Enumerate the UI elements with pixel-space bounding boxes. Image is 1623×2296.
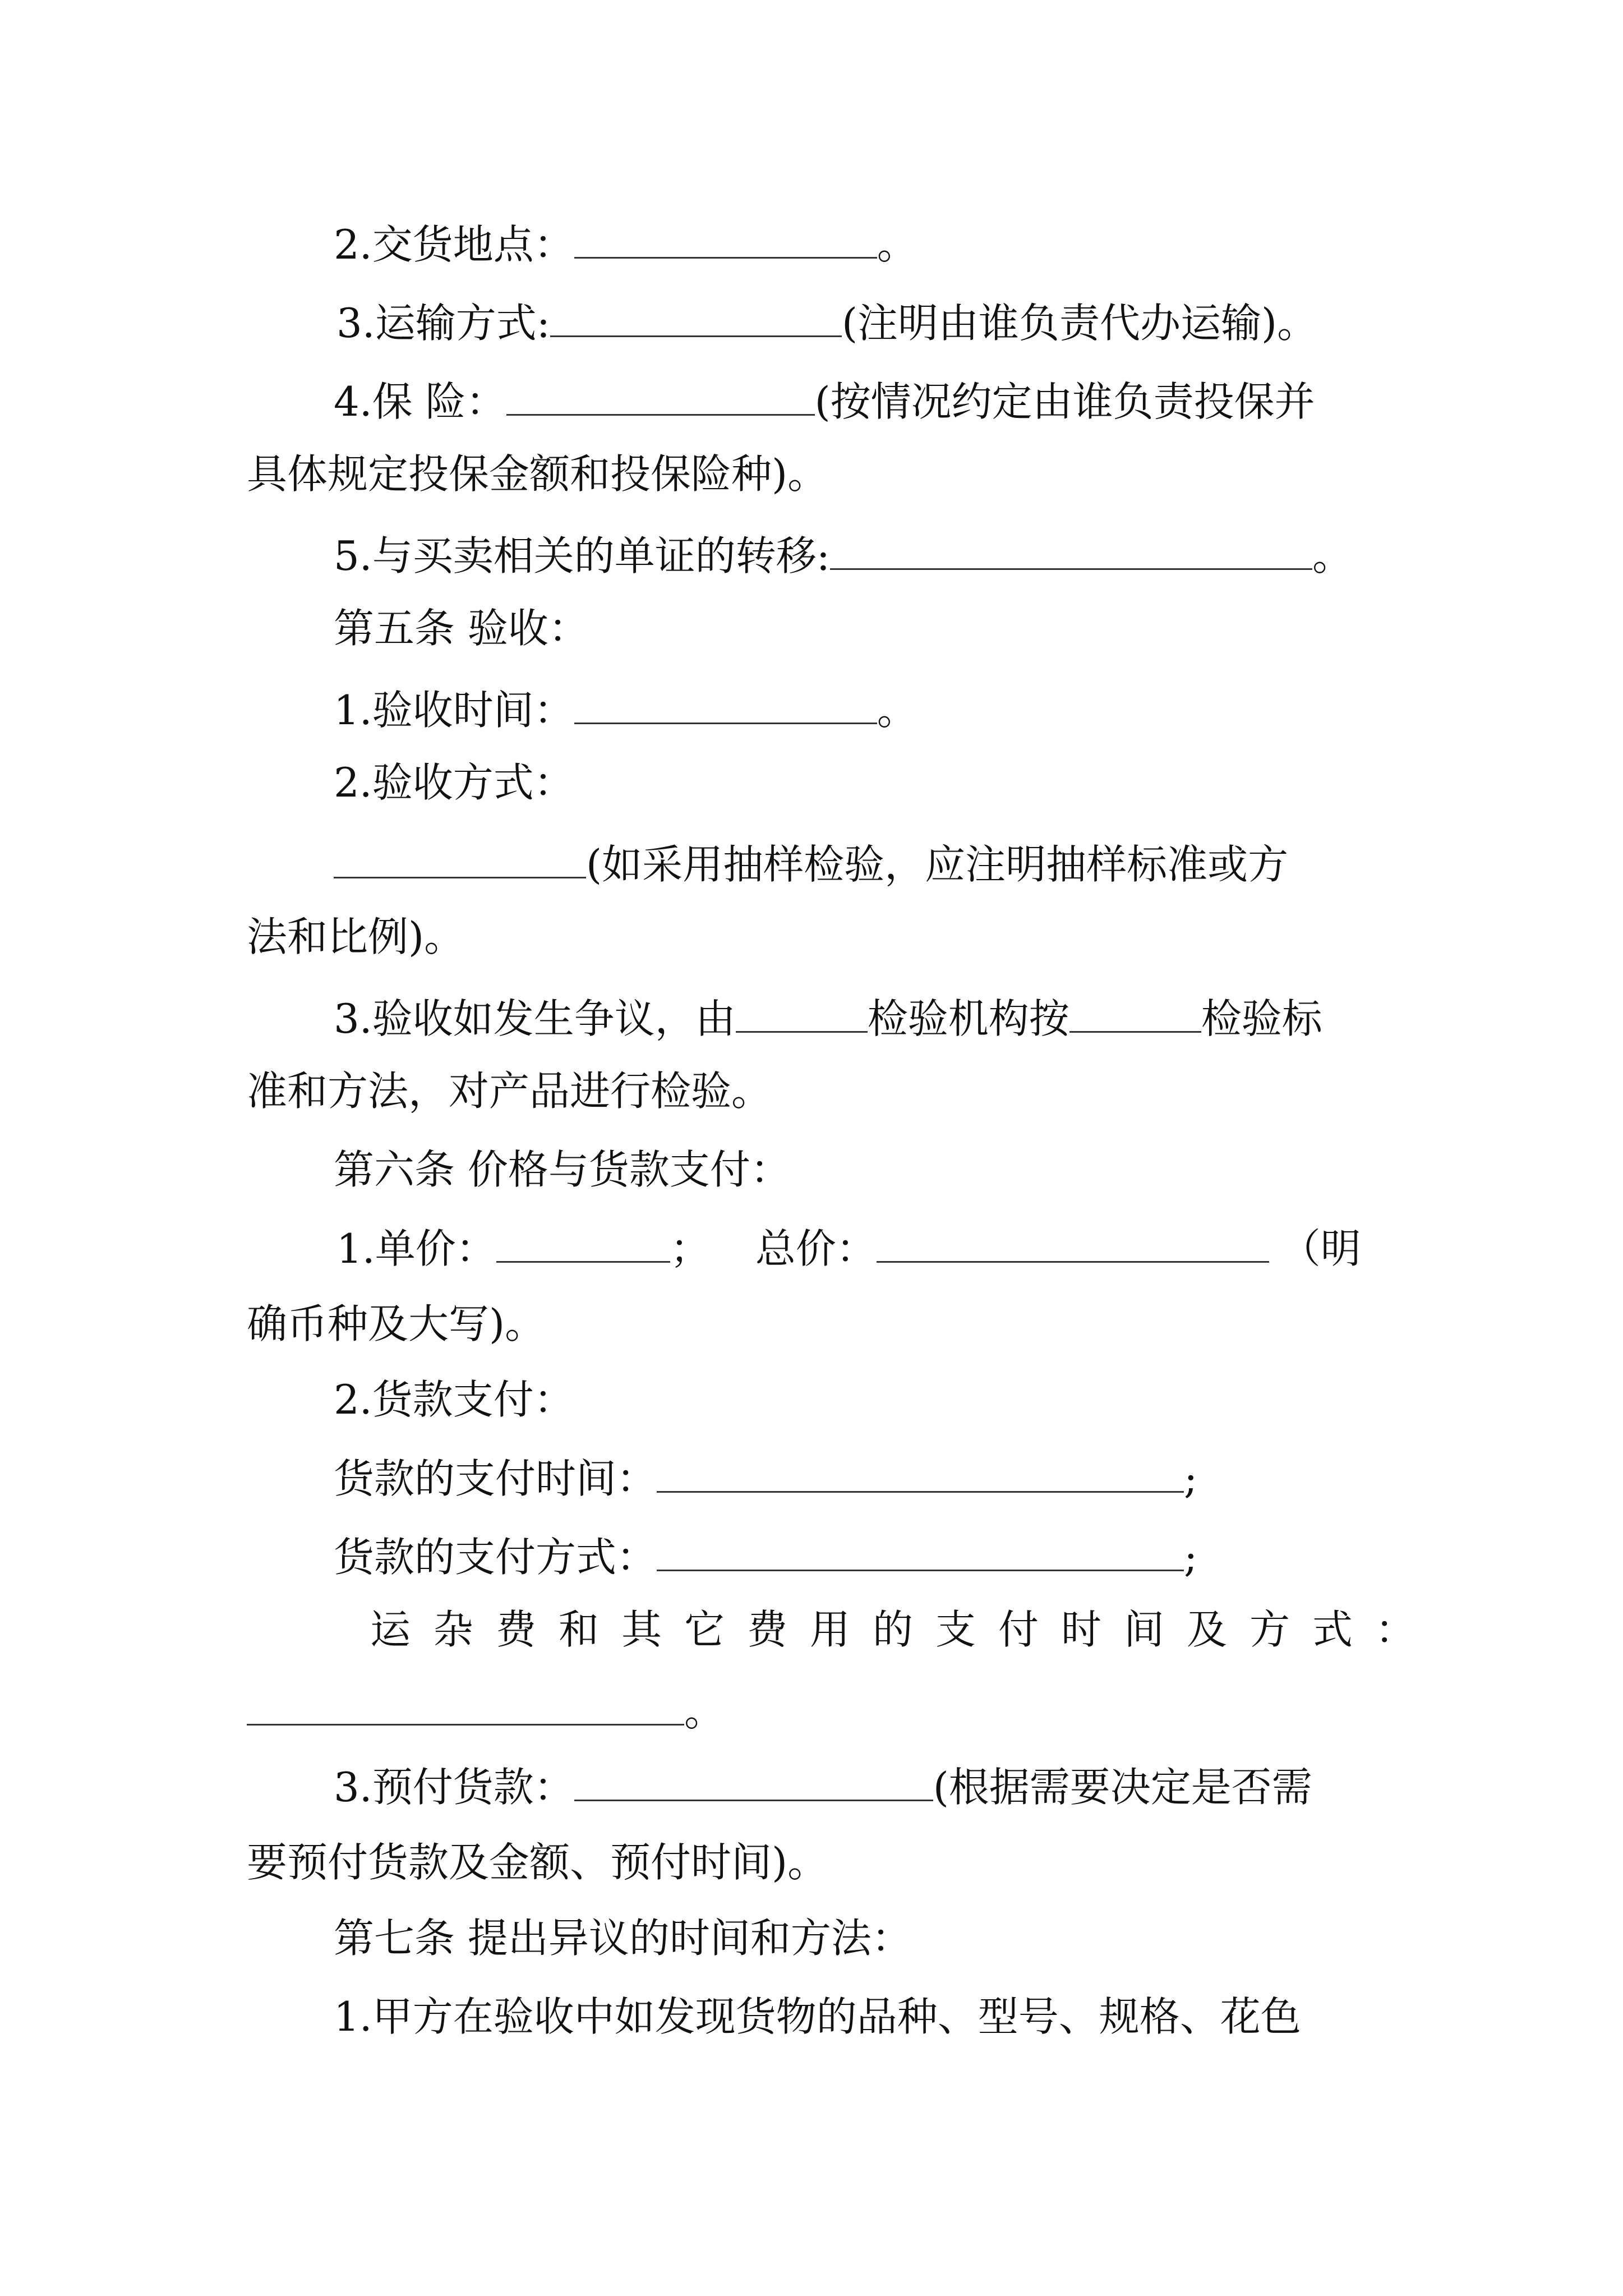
line-insurance-cont: 具体规定投保金额和投保险种)。	[247, 450, 828, 498]
section-heading-7: 第七条 提出异议的时间和方法：	[334, 1915, 912, 1962]
line-prepayment: 3.预付货款： (根据需要决定是否需	[334, 1756, 1312, 1812]
line-objection-1: 1.甲方在验收中如发现货物的品种、型号、规格、花色	[334, 1993, 1301, 2040]
line-other-fees-cont: 。	[247, 1680, 725, 1736]
blank-field	[736, 987, 868, 1033]
blank-field	[830, 524, 1312, 570]
line-payment-time: 货款的支付时间： ;	[334, 1447, 1197, 1503]
blank-field	[877, 1217, 1269, 1263]
line-price: 1.单价： ； 总价： （明	[336, 1217, 1361, 1273]
line-other-fees: 运杂费和其它费用的支付时间及方式：	[370, 1606, 1438, 1653]
line-payment-method: 货款的支付方式： ;	[334, 1526, 1197, 1582]
line-dispute: 3.验收如发生争议，由 检验机构按 检验标	[334, 987, 1322, 1043]
line-payment: 2.货款支付：	[334, 1376, 574, 1423]
line-transport: 3.运输方式: (注明由谁负责代办运输)。	[336, 292, 1317, 348]
blank-field	[506, 370, 815, 416]
line-inspection-time: 1.验收时间： 。	[334, 679, 917, 735]
line-inspection-method-cont2: 法和比例)。	[247, 913, 465, 960]
line-documents-transfer: 5.与买卖相关的单证的转移: 。	[334, 524, 1353, 581]
blank-field	[550, 292, 842, 337]
line-price-cont: 确币种及大写)。	[247, 1300, 546, 1347]
blank-field	[574, 1756, 933, 1801]
blank-field	[574, 679, 877, 724]
blank-field	[574, 213, 877, 259]
blank-field	[334, 833, 586, 878]
line-delivery-place: 2.交货地点： 。	[334, 213, 917, 269]
line-insurance: 4.保 险： (按情况约定由谁负责投保并	[334, 370, 1315, 426]
line-inspection-method: 2.验收方式：	[334, 759, 574, 806]
blank-field	[1069, 987, 1201, 1033]
blank-field	[657, 1447, 1184, 1493]
blank-field	[247, 1680, 684, 1726]
line-prepayment-cont: 要预付货款及金额、预付时间)。	[247, 1839, 828, 1886]
blank-field	[657, 1526, 1184, 1571]
line-inspection-method-cont: (如采用抽样检验，应注明抽样标准或方	[334, 833, 1288, 889]
line-dispute-cont: 准和方法，对产品进行检验。	[247, 1068, 772, 1115]
section-heading-6: 第六条 价格与货款支付：	[334, 1146, 791, 1193]
section-heading-5: 第五条 验收：	[334, 605, 589, 652]
blank-field	[496, 1217, 670, 1263]
